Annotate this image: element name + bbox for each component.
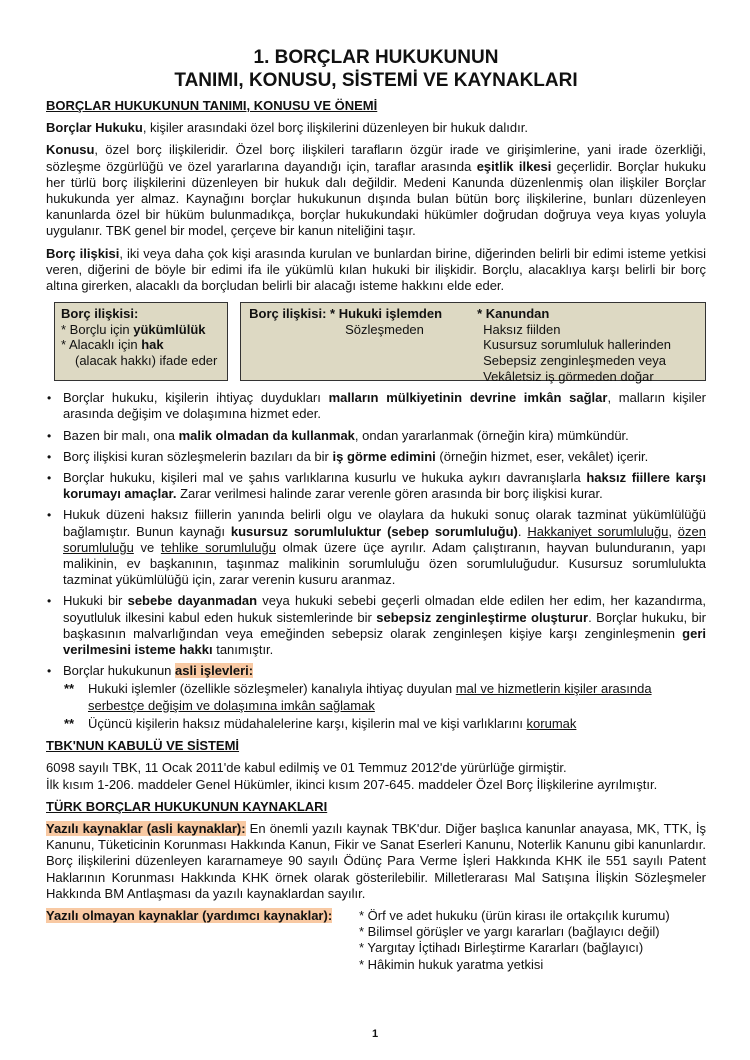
list-item: • Hukuk düzeni haksız fiillerin yanında belirli olgu ve olaylara da hukuki sonuç olarak tazminat yükümlülüğü bağlamıştır. Bunun kaynağı kusursuz sorumluluktur (sebep sorumluluğu). Hakkaniyet sorumluluğu, özen sorumluluğu ve tehlike sorumluluğu olmak üzere üçe ayrılır. Adam çalıştıranın, hayvan bulunduranın, yapı malikinin, ev başkanının, taşınmaz malikinin sorumluluğu özen sorumluluğudur. Kusursuz sorumlulukta tazminat yükümlülüğü için, zarar verenin kusuru aranmaz.	[46, 507, 706, 588]
section-heading-definition: BORÇLAR HUKUKUNUN TANIMI, KONUSU VE ÖNEMİ	[46, 98, 378, 113]
paragraph-written-sources: Yazılı kaynaklar (asli kaynaklar): En önemli yazılı kaynak TBK'dur. Diğer başlıca kanunlar anayasa, MK, TTK, İş Kanunu, Tüketicinin Korunması Hakkında Kanun, Fikir ve Sanat Eserleri Kanunu, Noterlik Kanunu gibi kanunlardır. Borç ilişkilerini düzenleyen kararnameye 90 sayılı Ödünç Para Verme İşleri Hakkında KHK ile 551 sayılı Patent Haklarının Korunması Hakkında KHK örnek olarak gösterilebilir. Milletlerarası Mal Satışına İlişkin Sözleşmeler Hakkında BM Antlaşması da yazılı kaynaklardan sayılır.	[46, 820, 706, 901]
list-item: • Bazen bir malı, ona malik olmadan da kullanmak, ondan yararlanmak (örneğin kira) mümkündür.	[46, 428, 706, 444]
unwritten-sources: Yazılı olmayan kaynaklar (yardımcı kaynaklar): * Örf ve adet hukuku (ürün kirası ile ortakçılık kurumu) * Bilimsel görüşler ve yargı kararları (bağlayıcı değil) * Yargıtay İçtihadı Birleştirme Kararları (bağlayıcı) * Hâkimin hukuk yaratma yetkisi	[46, 907, 670, 972]
debt-sources-box: Borç ilişkisi: * Hukuki işlemden Sözleşmeden * Kanundan Haksız fiilden Kusursuz sorumluluk hallerinden Sebepsiz zenginleşmeden veya Vekâletsiz iş görmeden doğar	[240, 302, 706, 381]
system-line: İlk kısım 1-206. maddeler Genel Hükümler, ikinci kısım 207-645. maddeler Özel Borç İlişkilerine ayrılmıştır.	[46, 776, 658, 792]
functions-list	[64, 681, 706, 732]
bullet-list	[46, 390, 706, 679]
page-number: 1	[371, 1028, 379, 1040]
section-heading-sources: TÜRK BORÇLAR HUKUKUNUN KAYNAKLARI	[46, 798, 328, 814]
paragraph-subject: Konusu, özel borç ilişkileridir. Özel borç ilişkileri tarafların özgür irade ve girişimlerine, yani irade özerkliği, sözleşme özgürlüğü ve özel yararlarına dayandığı için, taraflar arasında eşitlik ilkesi geçerlidir. Borçlar hukuku her türlü borç ilişkilerini düzenleyen bir hukuk dalı değildir. Medeni Kanunda düzenlenmiş olan ilişkiler Borçlar hukukunda yer almaz. Kaynağını borçlar hukukunun dışında bulan bütün borç ilişkilerine, bunları düzenleyen kanunlarda özel bir hüküm bulunmadıkça, borçlar hukukundaki hükümler doğrudan doğruya veya kıyas yoluyla uygulanır. TBK genel bir model, çerçeve bir kanun niteliğini taşır.	[46, 142, 707, 239]
list-item: • Borçlar hukukunun asli işlevleri:	[46, 663, 706, 679]
list-item: ** Üçüncü kişilerin haksız müdahalelerine karşı, kişilerin mal ve kişi varlıklarını korumak	[64, 715, 577, 731]
paragraph-definition: Borçlar Hukuku, kişiler arasındaki özel borç ilişkilerini düzenleyen bir hukuk dalıdır.	[46, 120, 528, 136]
paragraph-debt-relation: Borç ilişkisi, iki veya daha çok kişi arasında kurulan ve bunlardan birine, diğerinden belirli bir edimi isteme yetkisi veren, diğerini de böyle bir edimi ifa ile yükümlü kılan hukuki bir ilişkidir. Borçlu, alacaklıya karşı belirli bir borç altına girerken, alacaklı da borçludan belirli bir alacağı isteme hakkını elde eder.	[46, 245, 707, 294]
list-item: • Hukuki bir sebebe dayanmadan veya hukuki sebebi geçerli olmadan elde edilen her edim, her kazandırma, soyutluluk ilkesini kabul eden hukuk sistemlerinde bir sebepsiz zenginleştirme oluşturur. Borçlar hukuku, bir başkasının malvarlığından veya emeğinden sebepsiz olarak zenginleşen kişiye karşı zenginleşmenin geri verilmesini isteme hakkı tanımıştır.	[46, 593, 706, 658]
list-item: ** Hukuki işlemler (özellikle sözleşmeler) kanalıyla ihtiyaç duyulan mal ve hizmetlerin kişiler arasında serbestçe değişim ve dolaşımına imkân sağlamak	[64, 681, 652, 713]
list-item: * Bilimsel görüşler ve yargı kararları (bağlayıcı değil)	[359, 924, 660, 940]
debt-relation-box: Borç ilişkisi: * Borçlu için yükümlülük * Alacaklı için hak (alacak hakkı) ifade eder	[54, 302, 228, 381]
document-title: 1. BORÇLAR HUKUKUNUN TANIMI, KONUSU, SİSTEMİ VE KAYNAKLARI	[174, 47, 578, 91]
summary-boxes	[54, 302, 706, 384]
list-item: • Borç ilişkisi kuran sözleşmelerin bazıları da bir iş görme edimini (örneğin hizmet, eser, vekâlet) içerir.	[46, 449, 706, 465]
list-item: * Örf ve adet hukuku (ürün kirası ile ortakçılık kurumu)	[359, 907, 670, 923]
adoption-line: 6098 sayılı TBK, 11 Ocak 2011'de kabul edilmiş ve 01 Temmuz 2012'de yürürlüğe girmiştir.	[46, 760, 567, 776]
document-page	[46, 46, 706, 973]
list-item: • Borçlar hukuku, kişileri mal ve şahıs varlıklarına kusurlu ve hukuka aykırı davranışlarla haksız fiillere karşı korumayı amaçlar. Zarar verilmesi halinde zarar verenle gören arasında bir borç ilişkisi kurar.	[46, 470, 706, 502]
section-heading-adoption: TBK'NUN KABULÜ VE SİSTEMİ	[46, 738, 240, 754]
list-item: * Hâkimin hukuk yaratma yetkisi	[359, 956, 544, 972]
list-item: * Yargıtay İçtihadı Birleştirme Kararları (bağlayıcı)	[359, 940, 644, 956]
list-item: • Borçlar hukuku, kişilerin ihtiyaç duydukları malların mülkiyetinin devrine imkân sağlar, malların kişiler arasında değişim ve dolaşımına hizmet eder.	[46, 390, 706, 422]
